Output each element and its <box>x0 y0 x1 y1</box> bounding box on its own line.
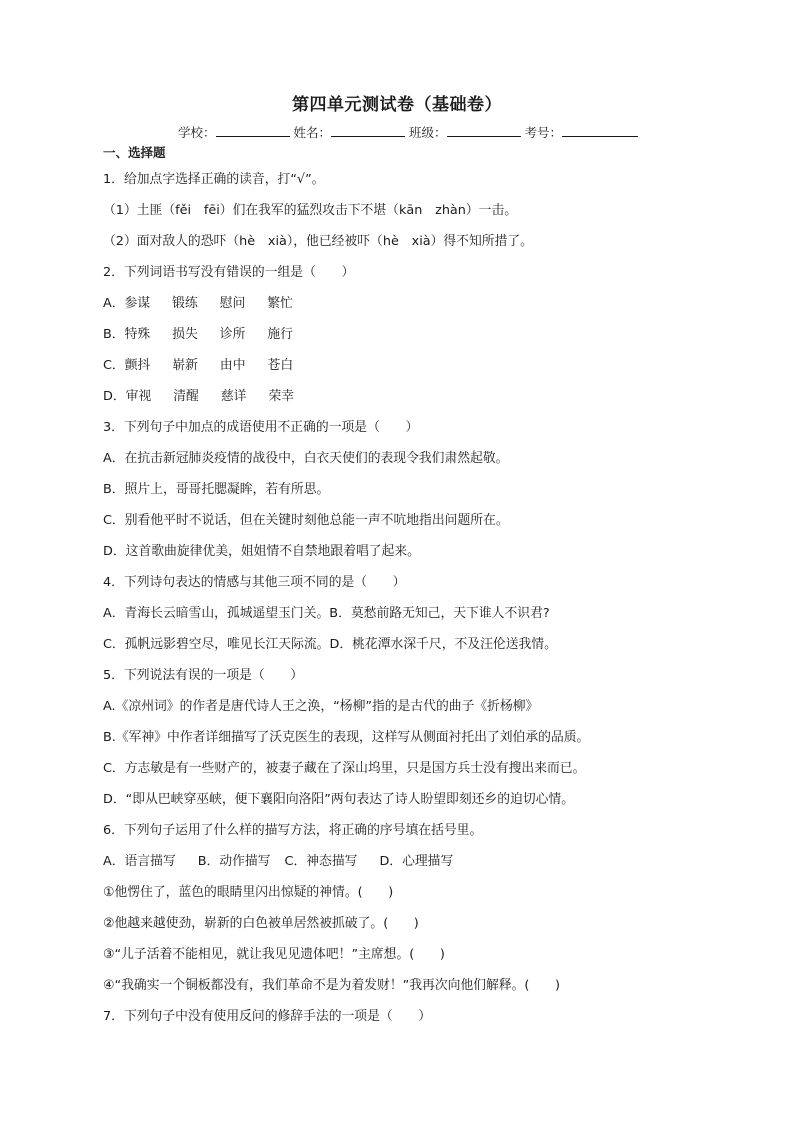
q2-option-b <box>103 327 293 343</box>
q7-stem: 7．下列句子中没有使用反问的修辞手法的一项是（ ） <box>103 1009 432 1024</box>
q3-option-a: A．在抗击新冠肺炎疫情的战役中，白衣天使们的表现令我们肃然起敬。 <box>103 451 509 466</box>
q6-option-a: A．语言描写 <box>103 854 176 869</box>
school-blank[interactable] <box>216 124 290 137</box>
q4-options-cd: C．孤帆远影碧空尽，唯见长江天际流。D．桃花潭水深千尺，不及汪伦送我情。 <box>103 637 557 652</box>
page-title: 第四单元测试卷（基础卷） <box>292 95 502 115</box>
name-blank[interactable] <box>331 124 405 137</box>
q2-b-label: B．特殊 <box>103 327 151 342</box>
q2-a-word: 慰问 <box>219 296 246 311</box>
q1-sentence-2: （2）面对敌人的恐吓（hè xià），他已经被吓（hè xià）得不知所措了。 <box>103 234 533 249</box>
q6-option-d: D．心理描写 <box>379 854 454 869</box>
q2-c-label: C．颤抖 <box>103 358 151 373</box>
q2-d-word: 清醒 <box>173 389 199 404</box>
q5-option-c: C．方志敏是有一些财产的，被妻子藏在了深山坞里，只是国方兵士没有搜出来而已。 <box>103 761 586 776</box>
q2-a-word: 锻练 <box>172 296 198 311</box>
q2-option-d <box>103 389 294 405</box>
q6-option-c: C．神态描写 <box>284 854 358 869</box>
q3-option-d: D．这首歌曲旋律优美，姐姐情不自禁地跟着唱了起来。 <box>103 544 420 559</box>
q5-stem: 5．下列说法有误的一项是（ ） <box>103 668 304 683</box>
q3-option-c: C．别看他平时不说话，但在关键时刻他总能一声不吭地指出问题所在。 <box>103 513 509 528</box>
q5-option-b: B.《军神》中作者详细描写了沃克医生的表现，这样写从侧面衬托出了刘伯承的品质。 <box>103 730 590 745</box>
q2-c-word: 崭新 <box>172 358 198 373</box>
name-label: 姓名： <box>293 125 332 140</box>
section-heading: 一、选择题 <box>103 145 166 160</box>
q6-stem: 6．下列句子运用了什么样的描写方法，将正确的序号填在括号里。 <box>103 823 483 838</box>
q2-option-c <box>103 358 293 374</box>
class-label: 班级： <box>409 125 447 140</box>
q5-option-d: D．“即从巴峡穿巫峡，便下襄阳向洛阳”两句表达了诗人盼望即刻还乡的迫切心情。 <box>103 792 575 807</box>
q6-sentence-3: ③“儿子活着不能相见，就让我见见遗体吧！”主席想。( ) <box>103 947 445 962</box>
q2-b-word: 诊所 <box>219 327 246 342</box>
q2-d-word: 荣幸 <box>268 389 295 404</box>
q6-sentence-2: ②他越来越使劲，崭新的白色被单居然被抓破了。( ) <box>103 916 419 931</box>
class-blank[interactable] <box>447 124 521 137</box>
q5-option-a: A.《凉州词》的作者是唐代诗人王之涣，“杨柳”指的是古代的曲子《折杨柳》 <box>103 699 539 714</box>
student-info-row <box>178 123 642 141</box>
q4-options-ab: A．青海长云暗雪山，孤城遥望玉门关。B．莫愁前路无知己，天下谁人不识君? <box>103 606 550 621</box>
q2-c-word: 由中 <box>219 358 246 373</box>
q2-c-word: 苍白 <box>267 358 294 373</box>
q1-stem: 1．给加点字选择正确的读音，打“√”。 <box>103 172 325 187</box>
q6-sentence-4: ④“我确实一个铜板都没有，我们革命不是为着发财！”我再次向他们解释。( ) <box>103 978 561 993</box>
q3-stem: 3．下列句子中加点的成语使用不正确的一项是（ ） <box>103 420 419 435</box>
q3-option-b: B．照片上，哥哥托腮凝眸，若有所思。 <box>103 482 330 497</box>
q6-option-b: B．动作描写 <box>197 854 271 869</box>
q2-d-label: D．审视 <box>103 389 152 404</box>
q2-b-word: 损失 <box>172 327 198 342</box>
q1-sentence-1: （1）土匪（fěi fēi）们在我军的猛烈攻击下不堪（kān zhàn）一击。 <box>103 203 518 218</box>
school-label: 学校： <box>178 125 216 140</box>
exam-no-blank[interactable] <box>562 124 638 137</box>
exam-no-label: 考号： <box>524 125 563 140</box>
q2-b-word: 施行 <box>267 327 293 342</box>
q4-stem: 4．下列诗句表达的情感与其他三项不同的是（ ） <box>103 575 406 590</box>
q2-stem: 2．下列词语书写没有错误的一组是（ ） <box>103 265 355 280</box>
q2-a-word: 繁忙 <box>267 296 293 311</box>
q6-sentence-1: ①他愣住了，蓝色的眼睛里闪出惊疑的神情。( ) <box>103 885 394 900</box>
q2-d-word: 慈详 <box>220 389 247 404</box>
q6-options <box>103 854 453 870</box>
q2-a-label: A．参谋 <box>103 296 151 311</box>
q2-option-a <box>103 296 293 312</box>
